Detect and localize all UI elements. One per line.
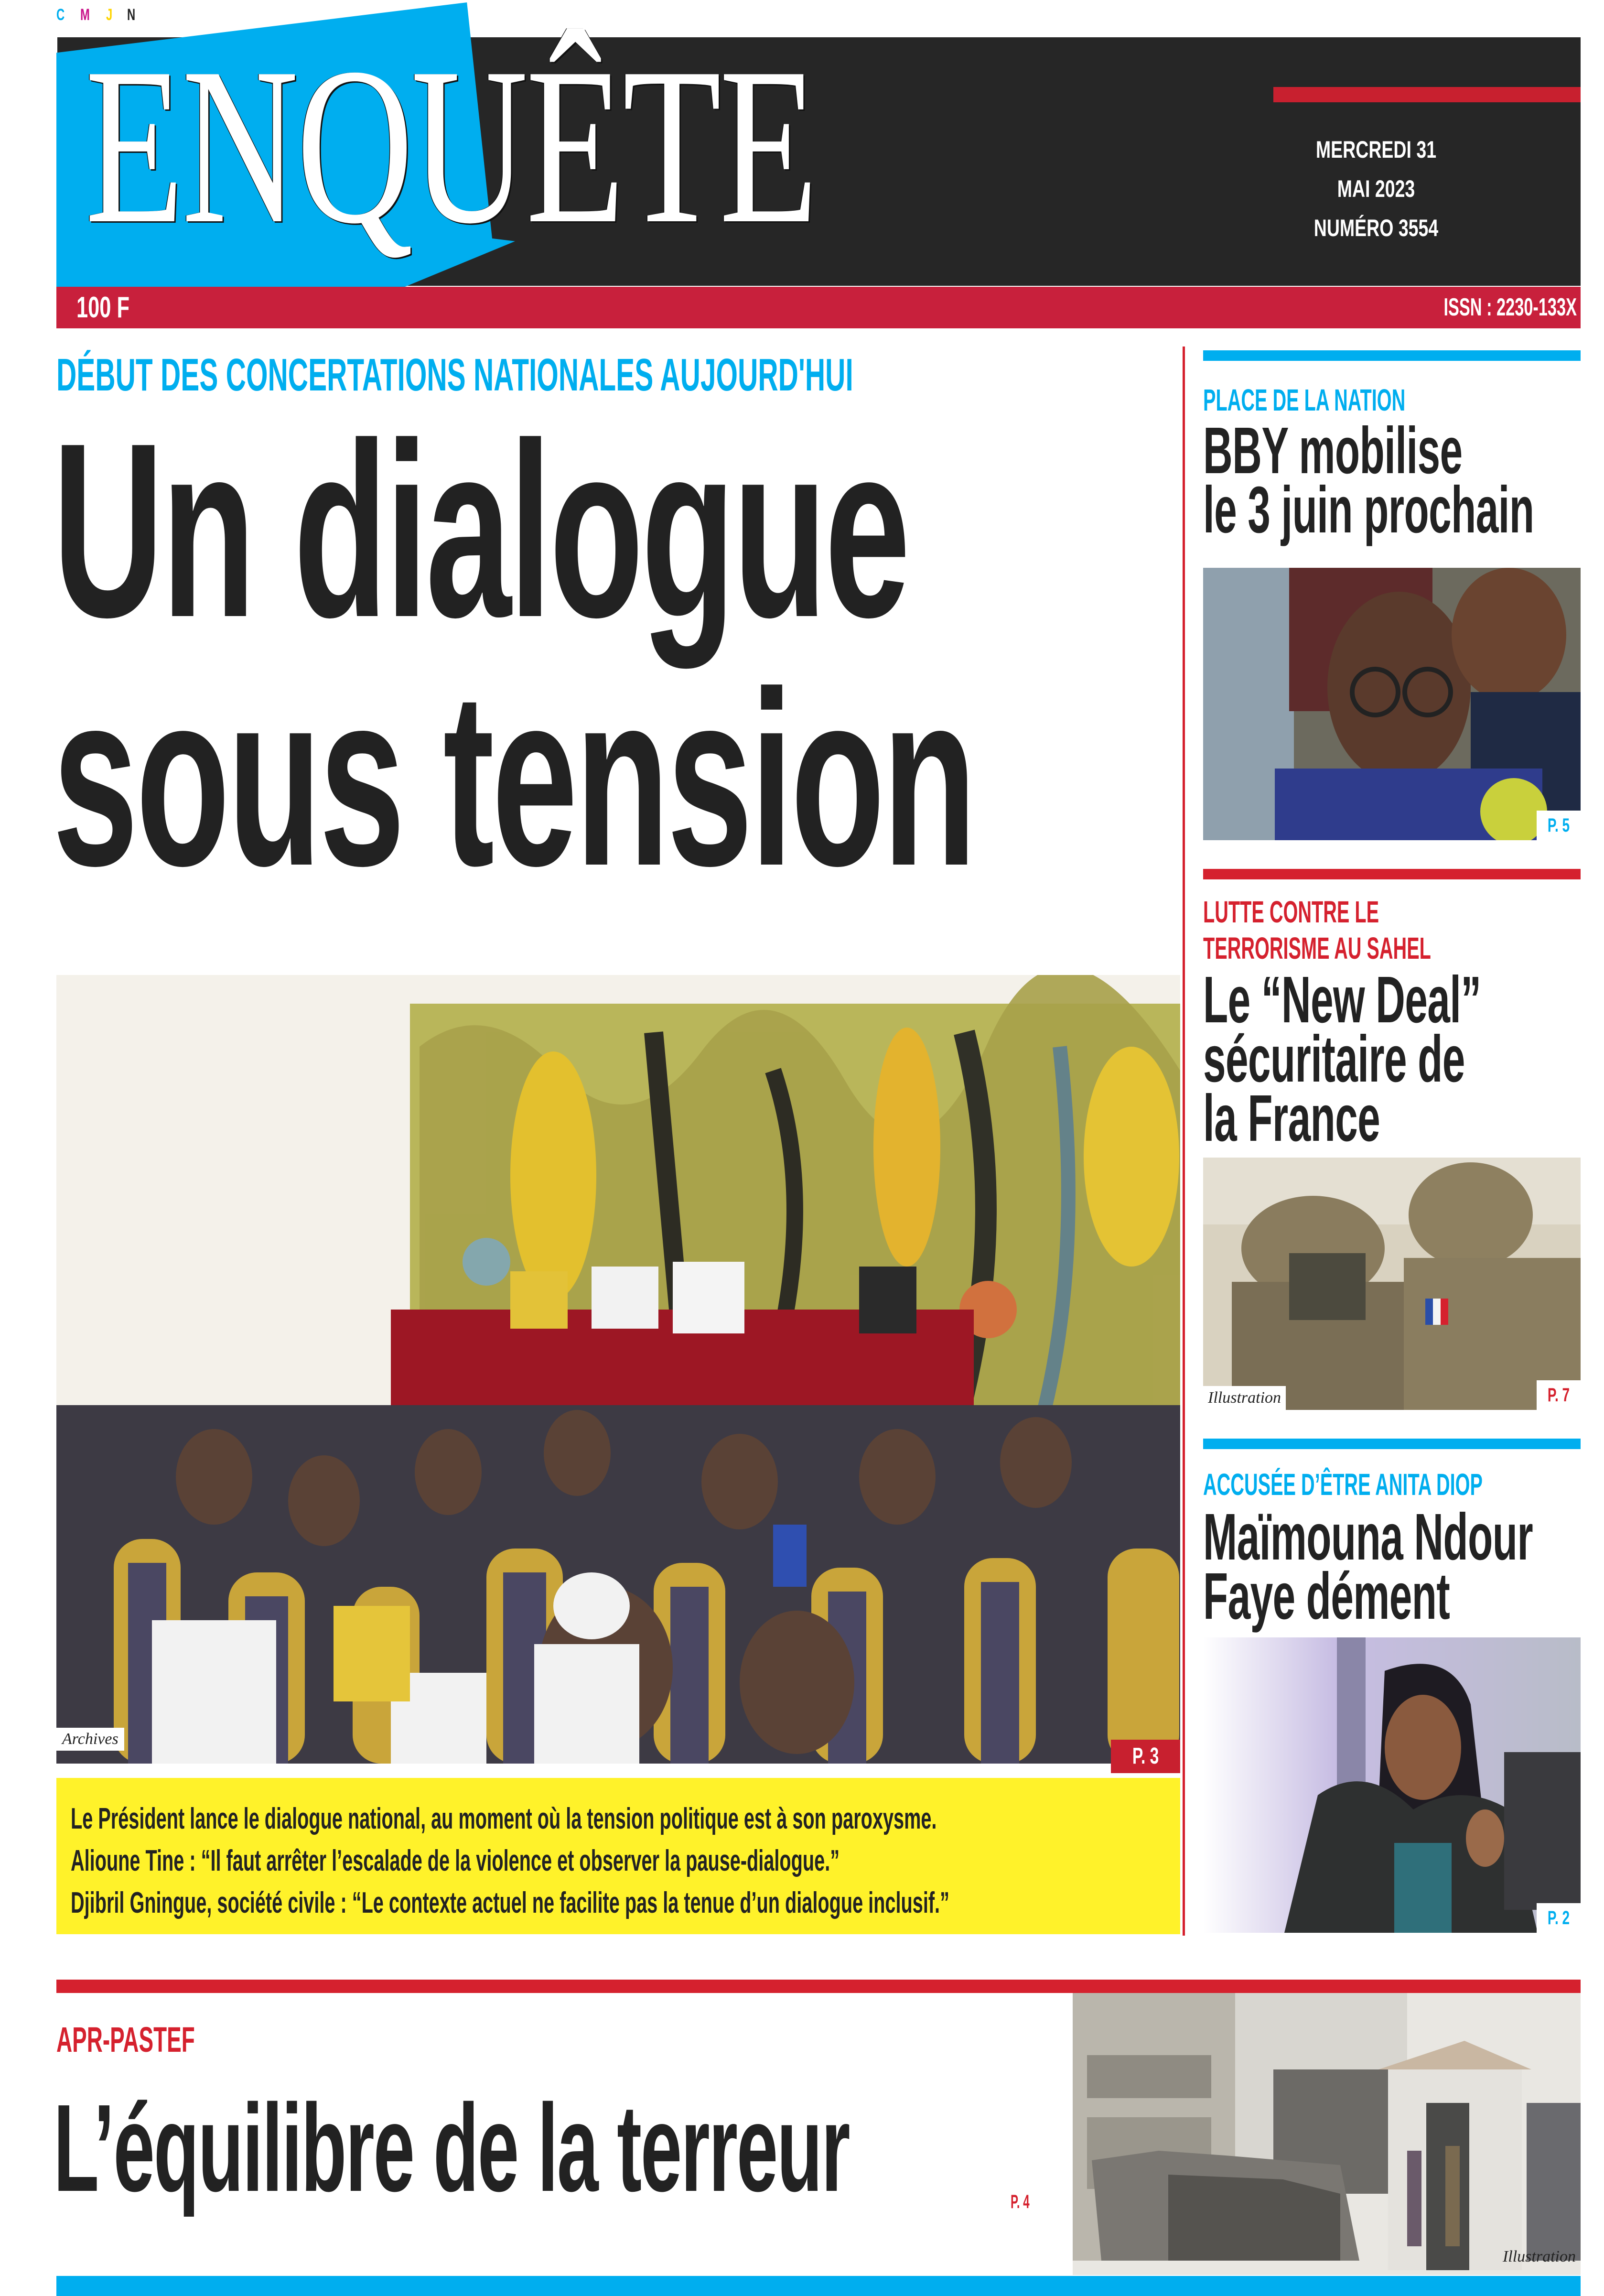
- photo-credit-illustration: Illustration: [1502, 2248, 1576, 2265]
- mark-m: M: [80, 6, 93, 24]
- section-bar: [1203, 1439, 1581, 1449]
- story-kicker: PLACE DE LA NATION: [1203, 383, 1406, 417]
- lead-photo-national-dialogue[interactable]: [56, 975, 1180, 1764]
- story-page-ref[interactable]: [1537, 1380, 1581, 1410]
- story-page-ref[interactable]: [1537, 811, 1581, 840]
- story-kicker: ACCUSÉE D’ÊTRE ANITA DIOP: [1203, 1467, 1483, 1502]
- photo-conference-hall: [56, 975, 1180, 1764]
- sidebar-photo-soldiers[interactable]: [1203, 1158, 1581, 1410]
- photo-woman-portrait: [1203, 1637, 1581, 1933]
- bottom-photo-burned-vehicles[interactable]: [1073, 1993, 1581, 2275]
- headline-line-2: sous tension: [53, 640, 974, 918]
- sidebar-photo-bby[interactable]: [1203, 568, 1581, 840]
- story-title-line-1: BBY mobilise: [1203, 414, 1463, 487]
- story-kicker-line-2: TERRORISME AU SAHEL: [1203, 931, 1431, 965]
- mark-c: C: [56, 6, 68, 24]
- bottom-kicker: APR-PASTEF: [56, 2020, 195, 2059]
- story-kicker-line-1: LUTTE CONTRE LE: [1203, 895, 1379, 929]
- story-title-line-2: Faye dément: [1203, 1560, 1450, 1633]
- page-ref-text: P. 3: [1132, 1744, 1159, 1769]
- masthead-red-band: [56, 287, 1581, 328]
- story-title-line-1: Le “New Deal”: [1203, 963, 1481, 1037]
- sidebar-story-bby[interactable]: [1203, 350, 1581, 547]
- lead-page-ref[interactable]: [1111, 1740, 1180, 1773]
- story-page-ref[interactable]: [1537, 1903, 1581, 1933]
- photo-credit-archives: Archives: [56, 1728, 124, 1751]
- lead-headline[interactable]: [53, 391, 974, 918]
- section-bar: [1203, 869, 1581, 879]
- page-ref-text: P. 5: [1547, 815, 1570, 836]
- masthead-issue-info: [1271, 130, 1481, 248]
- bottom-page-ref[interactable]: P. 4: [1011, 2191, 1030, 2212]
- footer-blue-bar: [56, 2276, 1581, 2296]
- sidebar-photo-maimouna[interactable]: [1203, 1637, 1581, 1933]
- bottom-headline[interactable]: L’équilibre de la terreur: [54, 2079, 850, 2218]
- bottom-section-bar: [56, 1980, 1581, 1993]
- story-title-line-2: sécuritaire de: [1203, 1022, 1465, 1096]
- mark-n: N: [127, 6, 139, 24]
- photo-burned-cars-building: [1073, 1993, 1581, 2275]
- page-ref-text: P. 7: [1547, 1385, 1570, 1406]
- story-title-line-3: la France: [1203, 1082, 1380, 1155]
- page-ref-text: P. 2: [1547, 1907, 1570, 1928]
- headline-line-1: Un dialogue: [53, 391, 908, 669]
- lead-summary-box: [56, 1778, 1180, 1934]
- section-bar: [1203, 350, 1581, 361]
- photo-speaker-portrait: [1203, 568, 1581, 840]
- photo-french-soldiers: [1203, 1158, 1581, 1410]
- summary-line-2: Alioune Tine : “Il faut arrêter l’escalade de la violence et observer la pause-dialogue.”: [71, 1844, 840, 1877]
- price-label: 100 F: [76, 291, 129, 324]
- masthead-accent-bar: [1273, 87, 1581, 102]
- issue-day: MERCREDI 31: [1315, 136, 1437, 163]
- sidebar-story-anita-diop[interactable]: [1203, 1439, 1581, 1633]
- story-title-line-1: Maïmouna Ndour: [1203, 1500, 1533, 1574]
- story-title-line-2: le 3 juin prochain: [1203, 473, 1534, 547]
- issue-number: NUMÉRO 3554: [1313, 215, 1439, 241]
- summary-line-3: Djibril Gningue, société civile : “Le contexte actuel ne facilite pas la tenue d’un dialogue inclusif.”: [71, 1886, 949, 1919]
- summary-line-1: Le Président lance le dialogue national, au moment où la tension politique est à son paroxysme.: [71, 1802, 937, 1835]
- column-divider: [1183, 347, 1185, 1936]
- mark-j: J: [106, 6, 116, 24]
- masthead-logo[interactable]: ENQUÊTE: [85, 21, 816, 270]
- sidebar-story-sahel[interactable]: [1203, 869, 1581, 1155]
- lead-kicker: DÉBUT DES CONCERTATIONS NATIONALES AUJOURD'HUI: [56, 349, 853, 401]
- photo-credit-illustration: Illustration: [1203, 1386, 1286, 1410]
- issn-label: ISSN : 2230-133X: [1443, 293, 1577, 321]
- issue-month-year: MAI 2023: [1337, 175, 1415, 202]
